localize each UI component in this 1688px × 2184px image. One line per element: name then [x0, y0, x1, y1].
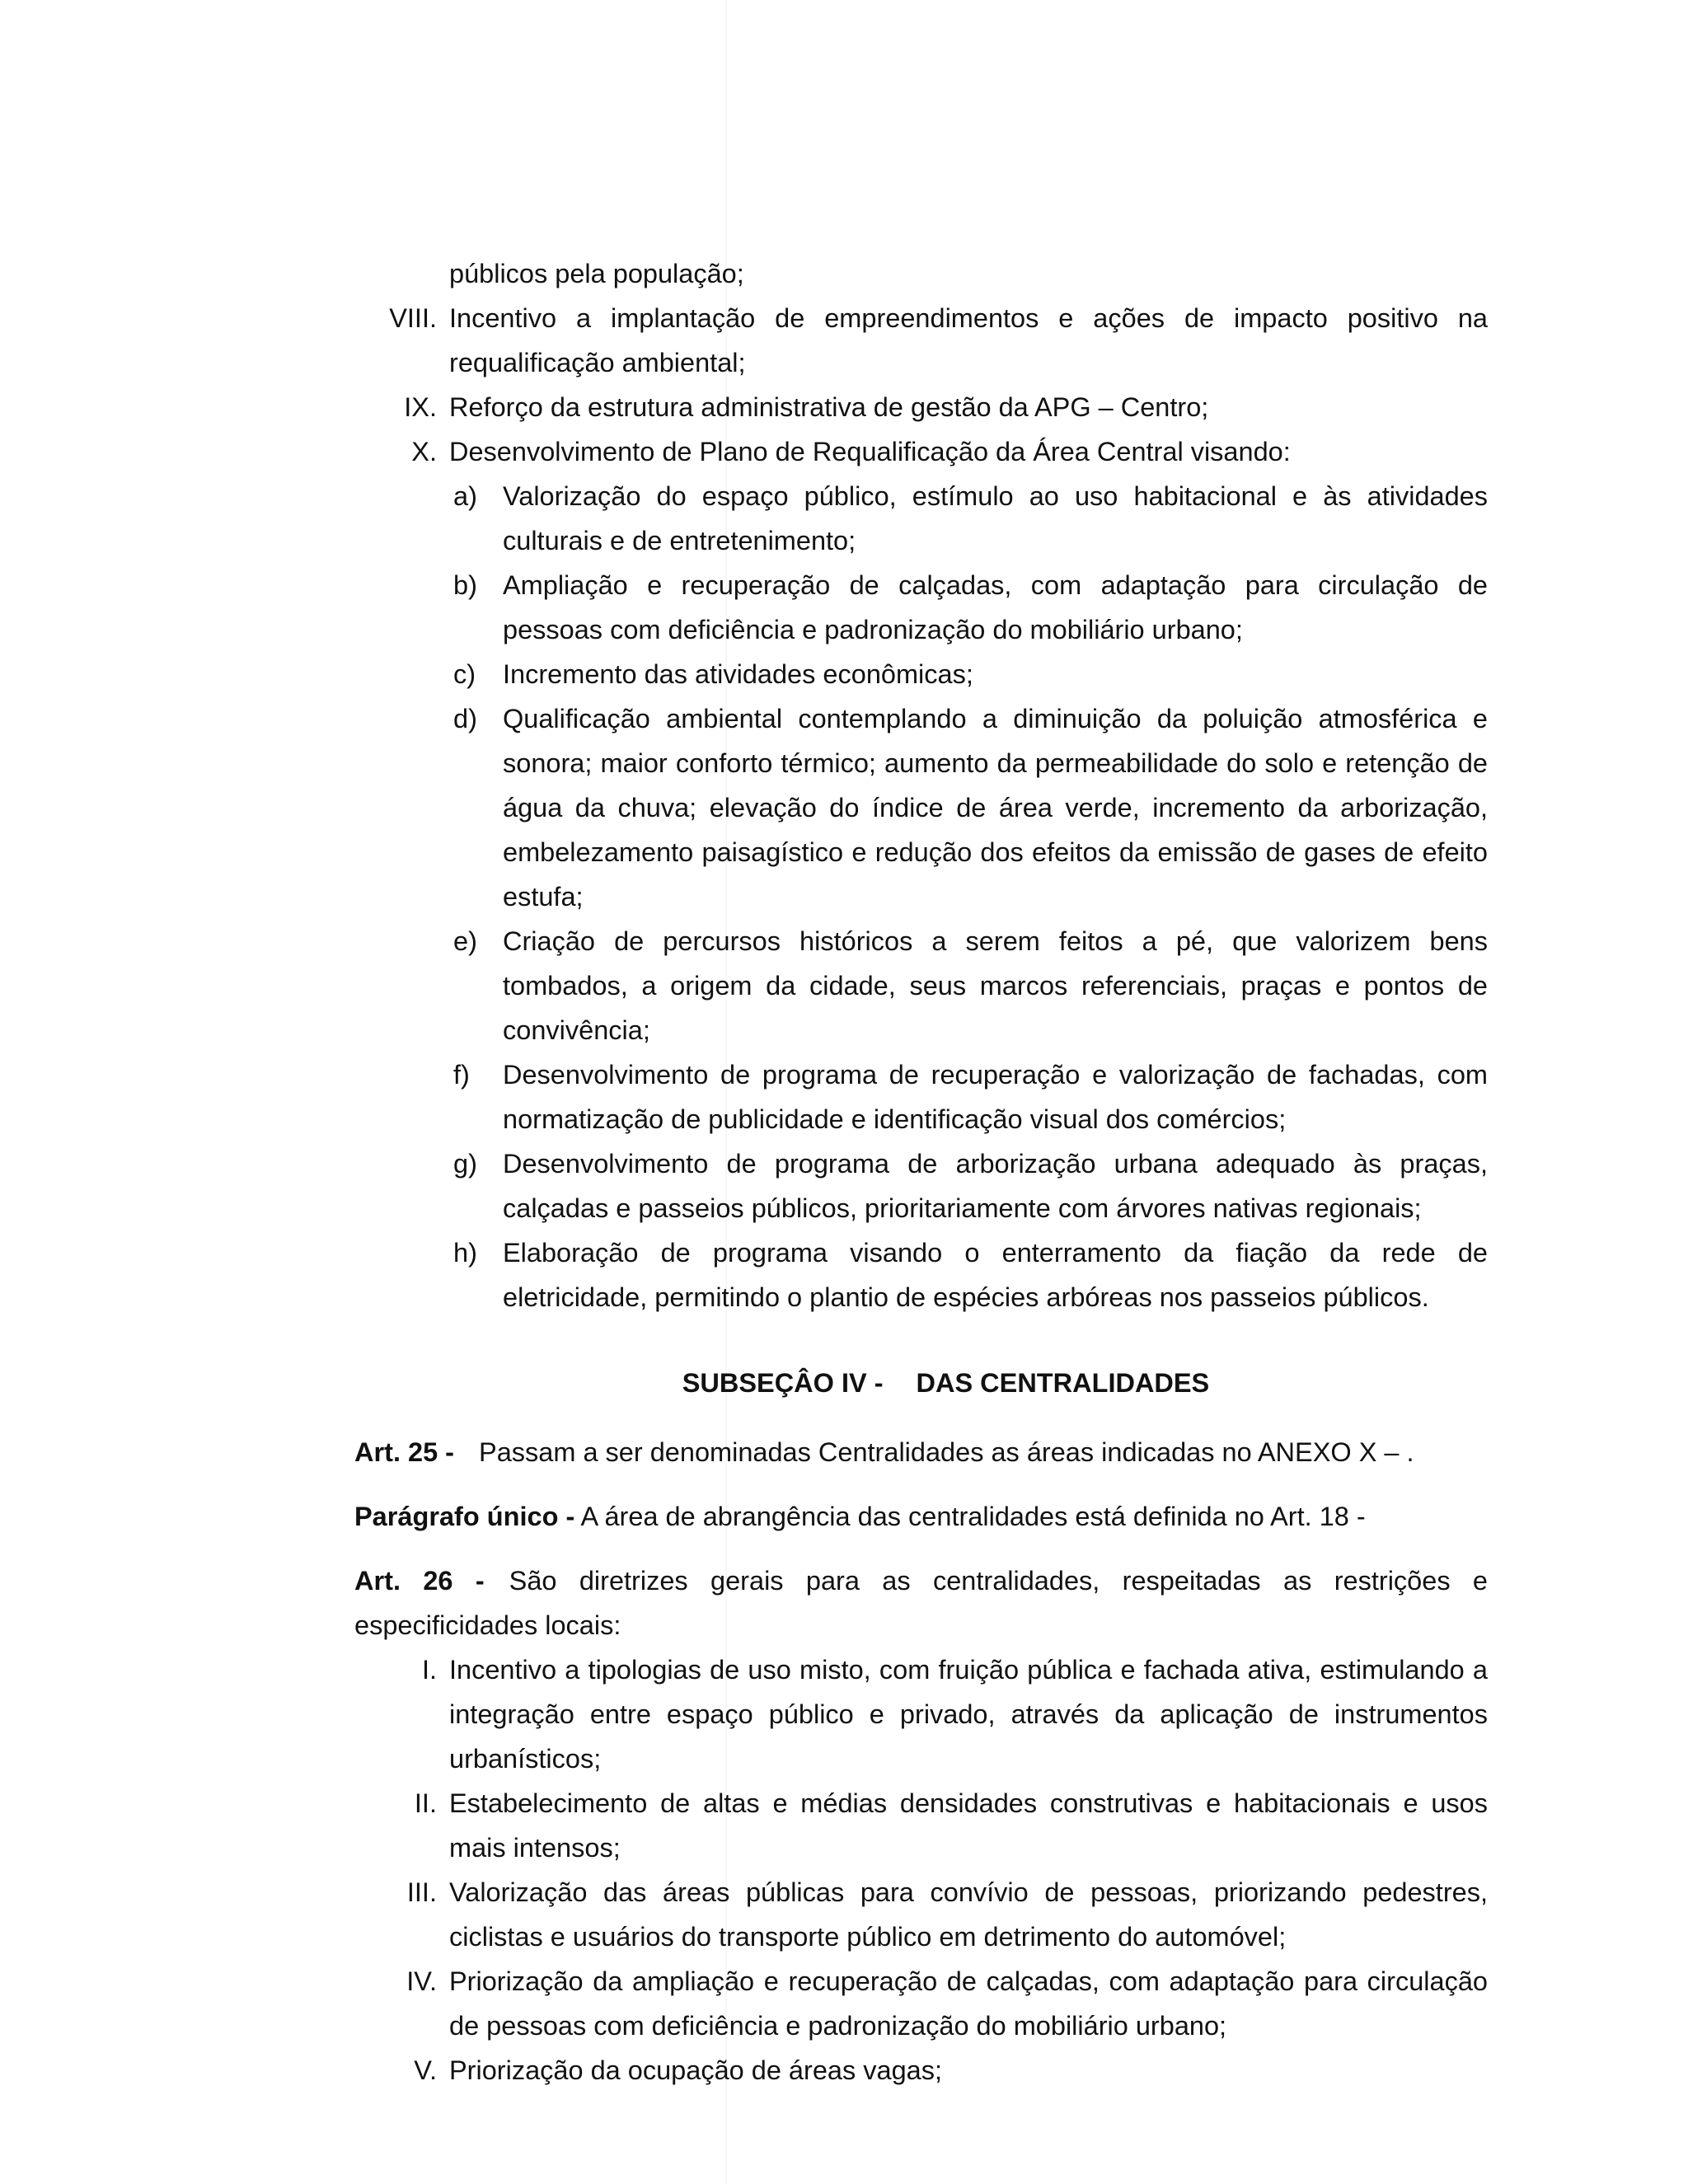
sub-item-text: Desenvolvimento de programa de arborização urbana adequado às praças, calçadas e passeios públicos, prioritariamente com árvores nativas regionais; [503, 1149, 1488, 1223]
section-heading-number: SUBSEÇÂO IV - [682, 1368, 884, 1398]
item-number: II. [414, 1788, 437, 1818]
item-number: X. [411, 437, 437, 466]
sub-item-h [354, 1230, 1488, 1319]
sub-item-text: Valorização do espaço público, estímulo ao uso habitacional e às atividades culturais e de entretenimento; [503, 481, 1488, 555]
sub-item-c [354, 652, 1488, 696]
article-label: Art. 26 - [354, 1566, 485, 1596]
paragraph-label: Parágrafo único - [354, 1502, 575, 1531]
item-number: V. [414, 2055, 437, 2085]
sub-item-letter: h) [453, 1238, 477, 1268]
sub-item-text: Ampliação e recuperação de calçadas, com adaptação para circulação de pessoas com deficiência e padronização do mobiliário urbano; [503, 570, 1488, 644]
sub-item-text: Incremento das atividades econômicas; [503, 659, 973, 689]
item-text: Estabelecimento de altas e médias densidades construtivas e habitacionais e usos mais intensos; [449, 1788, 1488, 1863]
article-text: São diretrizes gerais para as centralidades, respeitadas as restrições e especificidades locais: [354, 1566, 1488, 1640]
item-text: Desenvolvimento de Plano de Requalificação da Área Central visando: [449, 437, 1291, 466]
sub-item-text: Qualificação ambiental contemplando a diminuição da poluição atmosférica e sonora; maior conforto térmico; aumento da permeabilidade do solo e retenção de água da chuva; elevação do índice de área verde, incremento da arborização, embelezamento paisagístico e redução dos efeitos da emissão de gases de efeito estufa; [503, 704, 1488, 912]
sub-item-letter: e) [453, 926, 477, 956]
sub-item-letter: b) [453, 570, 477, 600]
item-text: Incentivo a tipologias de uso misto, com fruição pública e fachada ativa, estimulando a integração entre espaço público e privado, através da aplicação de instrumentos urbanísticos; [449, 1655, 1488, 1774]
item-text: Priorização da ampliação e recuperação de calçadas, com adaptação para circulação de pessoas com deficiência e padronização do mobiliário urbano; [449, 1966, 1488, 2041]
article-25 [354, 1430, 1488, 1474]
paragrafo-unico [354, 1494, 1488, 1539]
list-item-viii [354, 296, 1488, 385]
sub-item-text: Elaboração de programa visando o enterramento da fiação da rede de eletricidade, permitindo o plantio de espécies arbóreas nos passeios públicos. [503, 1238, 1488, 1312]
item-number: I. [421, 1655, 437, 1685]
list-item-iv [354, 1959, 1488, 2048]
sub-item-letter: f) [453, 1060, 470, 1090]
item-number: III. [406, 1877, 437, 1907]
article-label: Art. 25 - [354, 1437, 455, 1467]
sub-item-b [354, 563, 1488, 652]
item-number: VIII. [389, 303, 437, 333]
sub-item-d [354, 696, 1488, 919]
section-heading-title: DAS CENTRALIDADES [916, 1368, 1210, 1398]
item-text: Incentivo a implantação de empreendimentos e ações de impacto positivo na requalificação ambiental; [449, 303, 1488, 377]
sub-item-letter: g) [453, 1149, 477, 1179]
paragraph-text: A área de abrangência das centralidades está definida no Art. 18 - [580, 1502, 1366, 1531]
item-text: Priorização da ocupação de áreas vagas; [449, 2055, 943, 2085]
sub-item-text: Criação de percursos históricos a serem feitos a pé, que valorizem bens tombados, a origem da cidade, seus marcos referenciais, praças e pontos de convivência; [503, 926, 1488, 1045]
list-item-v [354, 2048, 1488, 2093]
list-item-ix [354, 385, 1488, 429]
item-text: Reforço da estrutura administrativa de gestão da APG – Centro; [449, 392, 1209, 422]
section-heading [354, 1361, 1488, 1405]
document-body [354, 251, 1488, 2093]
sub-item-letter: d) [453, 704, 477, 733]
continuation-text: públicos pela população; [449, 259, 744, 288]
sub-item-a [354, 474, 1488, 563]
list-item-x [354, 429, 1488, 474]
sub-item-text: Desenvolvimento de programa de recuperação e valorização de fachadas, com normatização de publicidade e identificação visual dos comércios; [503, 1060, 1488, 1134]
sub-item-e [354, 919, 1488, 1052]
article-26 [354, 1558, 1488, 1647]
sub-item-g [354, 1141, 1488, 1230]
sub-item-f [354, 1052, 1488, 1141]
article-text: Passam a ser denominadas Centralidades as áreas indicadas no ANEXO X – . [479, 1437, 1414, 1467]
list-item-iii [354, 1870, 1488, 1959]
list-item-i [354, 1647, 1488, 1781]
list-item-ii [354, 1781, 1488, 1870]
sub-item-letter: a) [453, 481, 477, 511]
item-number: IX. [404, 392, 437, 422]
sub-item-letter: c) [453, 659, 476, 689]
item-number: IV. [406, 1966, 437, 1996]
item-text: Valorização das áreas públicas para convívio de pessoas, priorizando pedestres, ciclistas e usuários do transporte público em detrimento do automóvel; [449, 1877, 1488, 1952]
